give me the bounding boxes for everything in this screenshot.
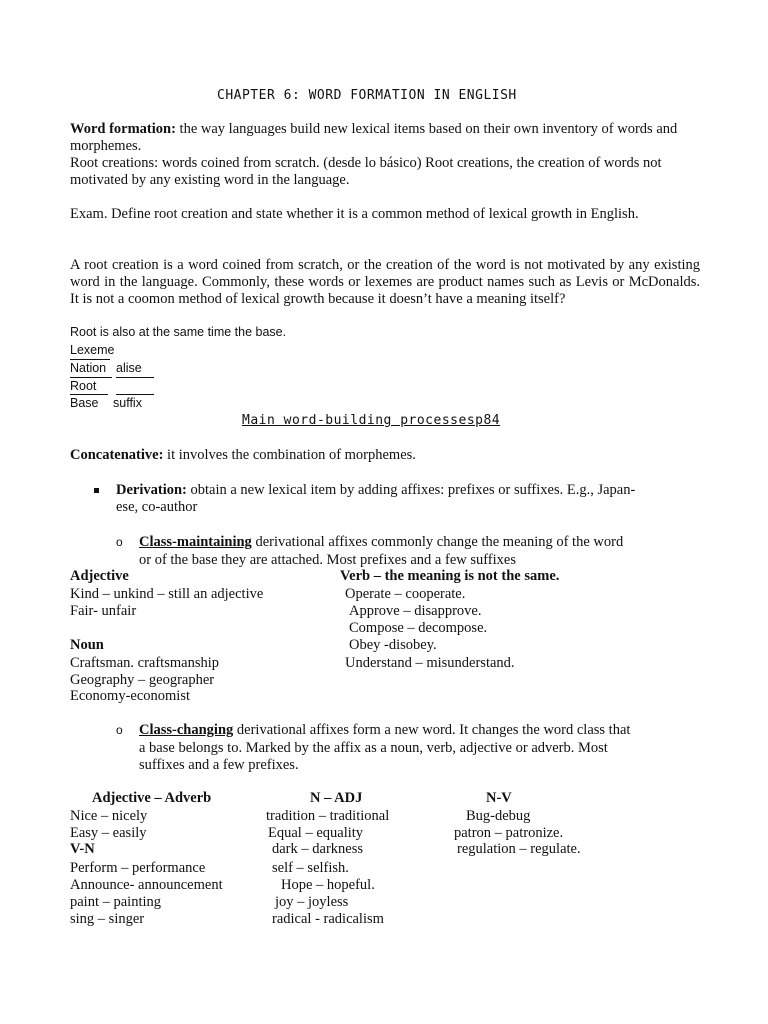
v-n-example-1: Perform – performance (70, 860, 206, 876)
nation-underline (70, 377, 112, 378)
class-maintaining-def: derivational affixes commonly change the meaning of the word (251, 534, 624, 550)
noun-header-text: Noun (70, 637, 104, 653)
class-changing-line-2: a base belongs to. Marked by the affix as a noun, verb, adjective or adverb. Most (139, 740, 608, 756)
concatenative-line (70, 447, 416, 464)
v-n-header-text: V-N (70, 841, 95, 857)
root-creation-answer: A root creation is a word coined from scratch, or the creation of the word is not motivated by any existing word in the language. Commonly, these words or lexemes are product names such as Levis or McDonalds. It is not a coomon method of lexical growth because it doesn’t have a meaning itself? (70, 257, 700, 307)
adj-adverb-example-2: Easy – easily (70, 825, 147, 841)
verb-example-3: Compose – decompose. (349, 620, 488, 636)
circle-bullet: o (116, 535, 123, 549)
root-label: Root (70, 379, 97, 393)
bullet-square (94, 488, 99, 493)
adj-adverb-example-1: Nice – nicely (70, 808, 148, 824)
n-adj-example-2: Equal – equality (268, 825, 364, 841)
n-adj-example-7: radical - radicalism (272, 911, 384, 927)
root-creations-text: Root creations: words coined from scratch. (desde lo básico) Root creations, the creation of words not motivated by any existing word in the language. (70, 155, 662, 188)
adjective-header (70, 568, 129, 585)
n-v-example-1: Bug-debug (466, 808, 531, 824)
verb-example-5: Understand – misunderstand. (345, 655, 515, 671)
n-adj-header (310, 790, 362, 807)
adjective-header-text: Adjective (70, 568, 129, 584)
verb-header (340, 568, 559, 585)
suffix-underline (116, 394, 154, 395)
class-maintaining-line (139, 534, 623, 551)
adj-adverb-header-text: Adjective – Adverb (92, 790, 212, 806)
n-v-example-3: regulation – regulate. (457, 841, 581, 857)
n-v-header (486, 790, 512, 807)
verb-example-1: Operate – cooperate. (345, 586, 466, 602)
concatenative-term: Concatenative: (70, 447, 164, 463)
v-n-example-2: Announce- announcement (70, 877, 223, 893)
n-v-header-text: N-V (486, 790, 512, 806)
circle-bullet: o (116, 723, 123, 737)
noun-example-1: Craftsman. craftsmanship (70, 655, 219, 671)
verb-example-2: Approve – disapprove. (349, 603, 482, 619)
noun-example-2: Geography – geographer (70, 672, 215, 688)
base-label: Base (70, 396, 99, 410)
exam-question: Exam. Define root creation and state whether it is a common method of lexical growth in English. (70, 206, 639, 222)
suffix-label: suffix (113, 396, 142, 410)
adj-adverb-header (92, 790, 211, 807)
root-note: Root is also at the same time the base. (70, 325, 287, 339)
noun-example-3: Economy-economist (70, 688, 191, 704)
derivation-line (116, 482, 635, 499)
derivation-line-2: ese, co-author (116, 499, 198, 515)
adj-example-1: Kind – unkind – still an adjective (70, 586, 264, 602)
lexeme-label: Lexeme (70, 343, 115, 357)
alise-underline (116, 377, 154, 378)
class-maintaining-term: Class-maintaining (139, 534, 252, 550)
noun-header (70, 637, 104, 654)
verb-header-text: Verb – the meaning is not the same. (340, 568, 560, 584)
section-title: Main word-building processesp84 (242, 413, 501, 428)
chapter-title: CHAPTER 6: WORD FORMATION IN ENGLISH (217, 88, 517, 103)
n-adj-example-6: joy – joyless (275, 894, 349, 910)
class-changing-line-3: suffixes and a few prefixes. (139, 757, 299, 773)
class-changing-def: derivational affixes form a new word. It changes the word class that (233, 722, 631, 738)
alise-label: alise (116, 361, 142, 375)
word-formation-term: Word formation: (70, 121, 176, 137)
adj-example-2: Fair- unfair (70, 603, 137, 619)
n-adj-example-3: dark – darkness (272, 841, 364, 857)
v-n-example-4: sing – singer (70, 911, 145, 927)
word-formation-definition: the way languages build new lexical items based on their own inventory of words and morphemes. (70, 121, 678, 154)
class-changing-line (139, 722, 630, 739)
n-adj-example-4: self – selfish. (272, 860, 349, 876)
v-n-header (70, 841, 95, 858)
concatenative-def: it involves the combination of morphemes. (163, 447, 416, 463)
class-changing-term: Class-changing (139, 722, 234, 738)
derivation-def: obtain a new lexical item by adding affixes: prefixes or suffixes. E.g., Japan- (186, 482, 636, 498)
n-v-example-2: patron – patronize. (454, 825, 564, 841)
nation-label: Nation (70, 361, 107, 375)
verb-example-4: Obey -disobey. (349, 637, 437, 653)
n-adj-header-text: N – ADJ (310, 790, 363, 806)
word-formation-paragraph (70, 121, 700, 189)
derivation-term: Derivation: (116, 482, 187, 498)
v-n-example-3: paint – painting (70, 894, 162, 910)
n-adj-example-1: tradition – traditional (266, 808, 390, 824)
root-underline (70, 394, 108, 395)
n-adj-example-5: Hope – hopeful. (281, 877, 375, 893)
class-maintaining-line-2: or of the base they are attached. Most prefixes and a few suffixes (139, 552, 516, 568)
lexeme-underline (70, 359, 110, 360)
